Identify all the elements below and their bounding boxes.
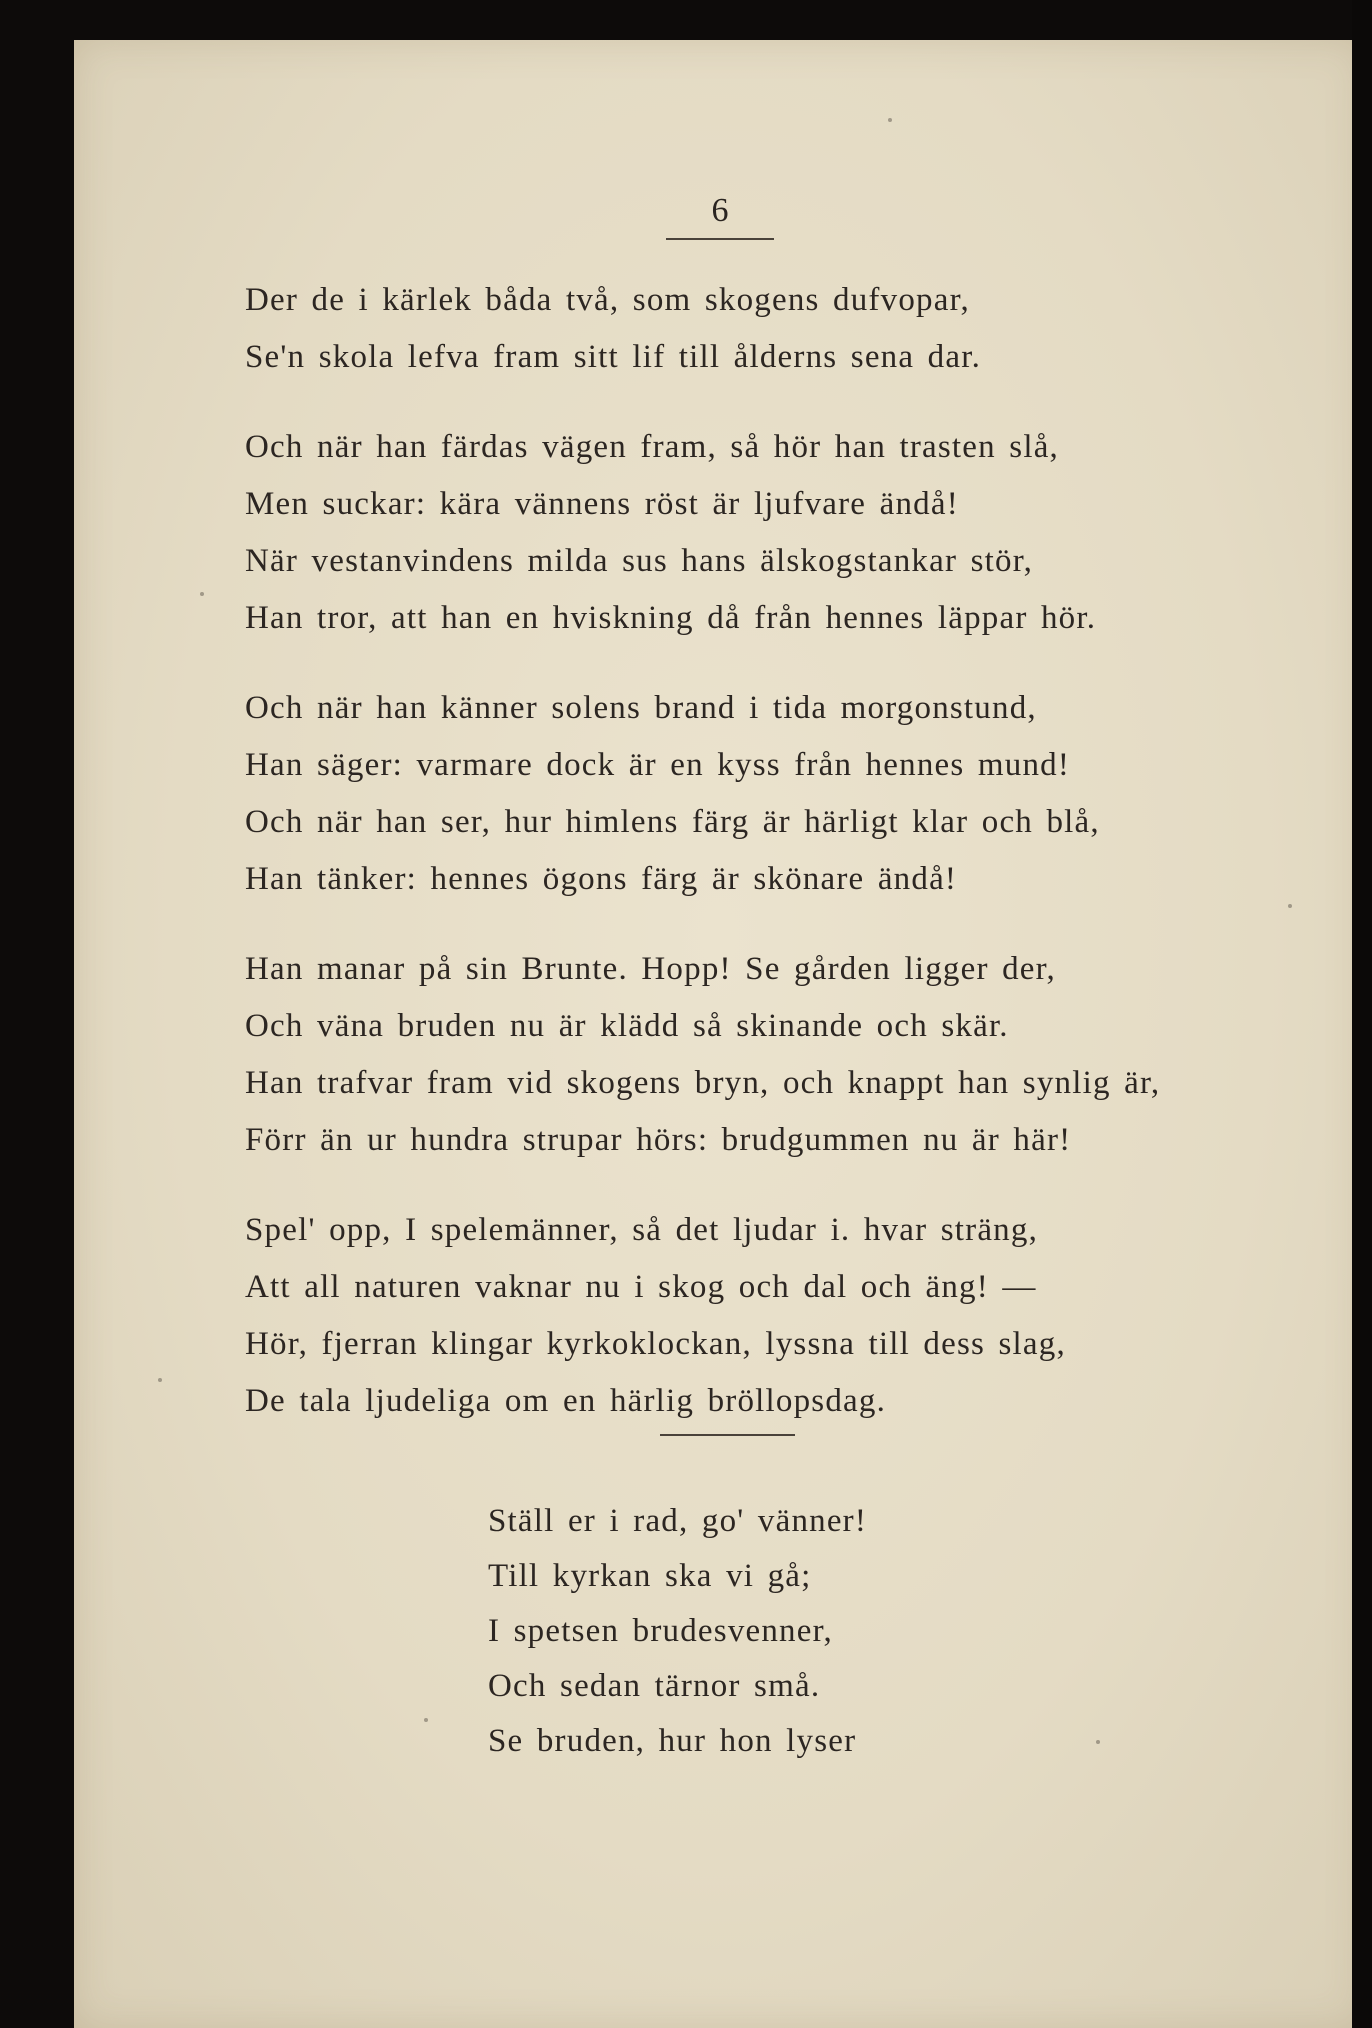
section-divider: [660, 1434, 795, 1436]
verse-line: När vestanvindens milda sus hans älskogstankar stör,: [245, 543, 1034, 579]
verse-line: Och väna bruden nu är klädd så skinande och skär.: [245, 1008, 1009, 1044]
stanza: [245, 941, 1245, 1169]
verse-line: Och när han ser, hur himlens färg är härligt klar och blå,: [245, 804, 1100, 840]
paper-speck: [158, 1378, 162, 1382]
page-number-rule: [666, 238, 774, 240]
song-line: Ställ er i rad, go' vänner!: [488, 1503, 868, 1539]
verse-line: Men suckar: kära vännens röst är ljufvare ändå!: [245, 486, 959, 522]
stanza: [245, 272, 1245, 386]
verse-line: Och när han färdas vägen fram, så hör han trasten slå,: [245, 429, 1060, 465]
verse-line: Förr än ur hundra strupar hörs: brudgummen nu är här!: [245, 1122, 1072, 1158]
song-line: Och sedan tärnor små.: [488, 1668, 821, 1704]
verse-line: Att all naturen vaknar nu i skog och dal och äng! —: [245, 1269, 1037, 1305]
verse-line: Spel' opp, I spelemänner, så det ljudar i. hvar sträng,: [245, 1212, 1039, 1248]
verse-line: Han manar på sin Brunte. Hopp! Se gården ligger der,: [245, 951, 1056, 987]
verse-line: Och när han känner solens brand i tida morgonstund,: [245, 690, 1037, 726]
song-line: Till kyrkan ska vi gå;: [488, 1558, 812, 1594]
verse-line: Han trafvar fram vid skogens bryn, och knappt han synlig är,: [245, 1065, 1161, 1101]
paper-speck: [424, 1718, 428, 1722]
verse-line: De tala ljudeliga om en härlig bröllopsdag.: [245, 1383, 887, 1419]
paper-speck: [1288, 904, 1292, 908]
page-number: 6: [711, 192, 729, 229]
stanza: [245, 1202, 1245, 1430]
verse-line: Han säger: varmare dock är en kyss från hennes mund!: [245, 747, 1071, 783]
verse-line: Der de i kärlek båda två, som skogens dufvopar,: [245, 282, 970, 318]
paper-speck: [1096, 1740, 1100, 1744]
paper-speck: [888, 118, 892, 122]
verse-line: Han tror, att han en hviskning då från hennes läppar hör.: [245, 600, 1097, 636]
paper-speck: [200, 592, 204, 596]
verse-line: Han tänker: hennes ögons färg är skönare ändå!: [245, 861, 958, 897]
stanza: [245, 419, 1245, 647]
verse-line: Hör, fjerran klingar kyrkoklockan, lyssna till dess slag,: [245, 1326, 1066, 1362]
stanza: [245, 680, 1245, 908]
song-verse: [488, 1494, 1088, 1769]
verse-line: Se'n skola lefva fram sitt lif till ålderns sena dar.: [245, 339, 982, 375]
poem-body: [245, 272, 1245, 1463]
song-line: Se bruden, hur hon lyser: [488, 1723, 857, 1759]
scan-edge: [1352, 0, 1372, 2028]
song-line: I spetsen brudesvenner,: [488, 1613, 833, 1649]
